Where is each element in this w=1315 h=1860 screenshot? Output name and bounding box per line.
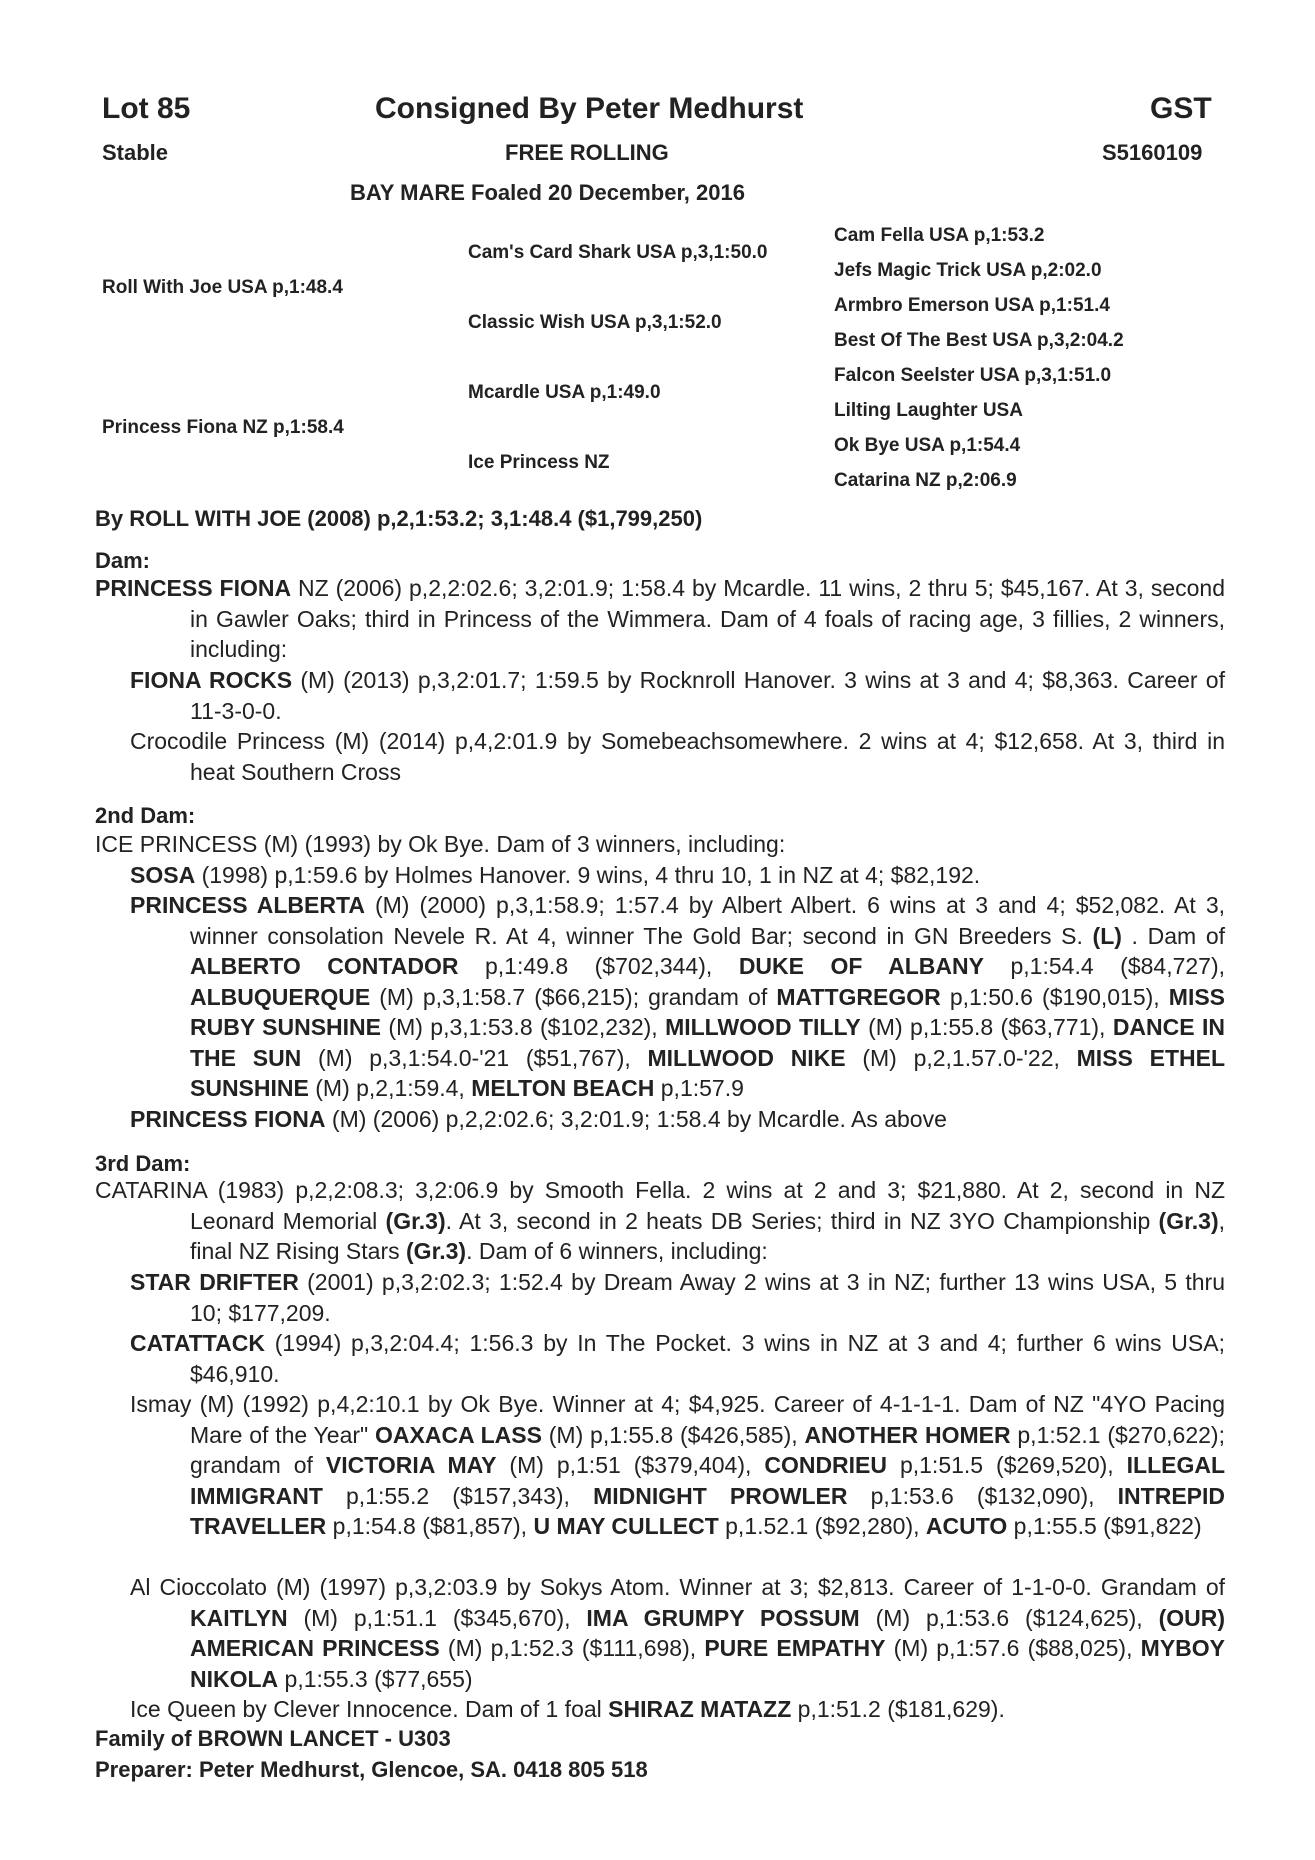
offspring-name: U MAY CULLECT bbox=[533, 1513, 719, 1539]
pedigree-g4: Best Of The Best USA p,3,2:04.2 bbox=[834, 330, 1124, 351]
offspring-text: p,1:55.3 ($77,655) bbox=[278, 1665, 473, 1692]
offspring-name: CONDRIEU bbox=[764, 1452, 887, 1478]
progeny-name: CATATTACK bbox=[130, 1330, 265, 1356]
offspring-text: (M) p,1:51 ($379,404), bbox=[496, 1452, 765, 1478]
progeny-text: (M) (2000) p,3,1:58.9; 1:57.4 by Albert Albert. 6 wins at 3 and 4; $52,082. At 3, winner consolation Nevele R. At 4, winner The Gold Bar; second in GN Breeders S. bbox=[190, 892, 1225, 949]
dam2-progeny-alberta bbox=[130, 890, 1225, 1104]
consigned-by: Consigned By Peter Medhurst bbox=[375, 92, 804, 125]
offspring-text: (M) p,2,1:59.4, bbox=[308, 1075, 472, 1101]
progeny-text: (1998) p,1:59.6 by Holmes Hanover. 9 wins, 4 thru 10, 1 in NZ at 4; $82,192. bbox=[195, 862, 981, 888]
offspring-text: p,1:51.2 ($181,629). bbox=[791, 1696, 1005, 1722]
progeny-name: PRINCESS ALBERTA bbox=[130, 892, 365, 918]
pedigree-g8: Catarina NZ p,2:06.9 bbox=[834, 470, 1017, 491]
dam3-progeny-catattack bbox=[130, 1328, 1225, 1389]
dam-text: NZ (2006) p,2,2:02.6; 3,2:01.9; 1:58.4 by Mcardle. 11 wins, 2 thru 5; $45,167. At 3, second in Gawler Oaks; third in Princess of the Wimmera. Dam of 4 foals of racing age, 3 fillies, 2 winners, including: bbox=[190, 575, 1225, 662]
gst-tag: GST bbox=[1150, 92, 1212, 125]
dam-progeny-2 bbox=[130, 726, 1225, 787]
offspring-name: PURE EMPATHY bbox=[704, 1635, 886, 1661]
dam2-text: ICE PRINCESS (M) (1993) by Ok Bye. Dam of 3 winners, including: bbox=[95, 831, 786, 857]
offspring-text: (M) p,3,1:53.8 ($102,232), bbox=[381, 1014, 666, 1040]
offspring-text: (M) p,1:55.8 ($426,585), bbox=[541, 1421, 805, 1448]
offspring-text: p,1:51.5 ($269,520), bbox=[887, 1452, 1127, 1478]
progeny-text: (M) (2006) p,2,2:02.6; 3,2:01.9; 1:58.4 by Mcardle. As above bbox=[325, 1106, 947, 1132]
pedigree-g2: Jefs Magic Trick USA p,2:02.0 bbox=[834, 260, 1102, 281]
pedigree-g6: Lilting Laughter USA bbox=[834, 400, 1023, 421]
offspring-name: ALBUQUERQUE bbox=[190, 983, 371, 1010]
dam2-main-entry bbox=[95, 829, 1225, 860]
progeny-text: (M) (2013) p,3,2:01.7; 1:59.5 by Rocknroll Hanover. 3 wins at 3 and 4; $8,363. Career of 11-3-0-0. bbox=[190, 667, 1225, 724]
pedigree-dam: Princess Fiona NZ p,1:58.4 bbox=[102, 417, 344, 438]
stable-label: Stable bbox=[102, 140, 169, 165]
pedigree-sire-sire: Cam's Card Shark USA p,3,1:50.0 bbox=[468, 242, 768, 263]
offspring-name: MATTGREGOR bbox=[776, 983, 941, 1010]
offspring-name: OAXACA LASS bbox=[375, 1421, 542, 1448]
offspring-text: (M) p,1:51.1 ($345,670), bbox=[287, 1604, 587, 1631]
dam3-main-entry bbox=[95, 1175, 1225, 1267]
dam-progeny-1 bbox=[130, 665, 1225, 726]
offspring-name: DUKE OF ALBANY bbox=[738, 953, 984, 979]
dam3-text: CATARINA (1983) p,2,2:08.3; 3,2:06.9 by Smooth Fella. 2 wins at 2 and 3; $21,880. At 2, second in NZ Leonard Memorial bbox=[95, 1177, 1225, 1234]
progeny-text: Ismay (M) (1992) p,4,2:10.1 by Ok Bye. Winner at 4; $4,925. Career of 4-1-1-1. Dam of NZ "4YO Pacing Mare of the Year" bbox=[130, 1391, 1225, 1448]
offspring-name: MISS RUBY SUNSHINE bbox=[190, 983, 1226, 1040]
offspring-name: MILLWOOD NIKE bbox=[647, 1044, 846, 1071]
offspring-name: IMA GRUMPY POSSUM bbox=[586, 1604, 860, 1631]
offspring-text: p,1:54.4 ($84,727), bbox=[983, 953, 1226, 979]
offspring-name: MIDNIGHT PROWLER bbox=[593, 1482, 848, 1509]
dam3-text: . Dam of 6 winners, including: bbox=[466, 1238, 768, 1264]
offspring-text: p,1:54.8 ($81,857), bbox=[326, 1513, 534, 1539]
offspring-name: MISS ETHEL SUNSHINE bbox=[190, 1044, 1225, 1101]
progeny-name: FIONA ROCKS bbox=[130, 667, 293, 693]
offspring-text: p,1:55.5 ($91,822) bbox=[1007, 1513, 1202, 1539]
progeny-text: Crocodile Princess (M) (2014) p,4,2:01.9 by Somebeachsomewhere. 2 wins at 4; $12,658. At 3, third in heat Southern Cross bbox=[130, 728, 1225, 785]
family-line: Family of BROWN LANCET - U303 bbox=[95, 1726, 451, 1751]
dam3-text: , final NZ Rising Stars bbox=[190, 1207, 1226, 1264]
offspring-name: ILLEGAL IMMIGRANT bbox=[190, 1452, 1226, 1509]
offspring-text: (M) p,2,1.57.0-'22, bbox=[845, 1044, 1077, 1071]
progeny-text: Ice Queen by Clever Innocence. Dam of 1 foal bbox=[130, 1696, 609, 1722]
offspring-name: MYBOY NIKOLA bbox=[190, 1635, 1226, 1692]
dam-main-entry bbox=[95, 573, 1225, 665]
progeny-text: (1994) p,3,2:04.4; 1:56.3 by In The Pocket. 3 wins in NZ at 3 and 4; further 6 wins USA; $46,910. bbox=[190, 1330, 1225, 1387]
dam2-progeny-fiona bbox=[130, 1104, 1225, 1135]
dam2-heading: 2nd Dam: bbox=[95, 803, 196, 828]
pedigree-g7: Ok Bye USA p,1:54.4 bbox=[834, 435, 1021, 456]
offspring-text: p,1:57.9 bbox=[654, 1075, 744, 1101]
progeny-name: STAR DRIFTER bbox=[130, 1269, 299, 1295]
dam2-progeny-sosa bbox=[130, 860, 1225, 891]
pedigree-g5: Falcon Seelster USA p,3,1:51.0 bbox=[834, 365, 1112, 386]
pedigree-dam-dam: Ice Princess NZ bbox=[468, 452, 610, 473]
offspring-text: (M) p,1:52.3 ($111,698), bbox=[439, 1635, 705, 1661]
dam-heading: Dam: bbox=[95, 548, 151, 573]
offspring-name: MILLWOOD TILLY bbox=[665, 1014, 861, 1040]
pedigree-g1: Cam Fella USA p,1:53.2 bbox=[834, 225, 1045, 246]
offspring-name: MELTON BEACH bbox=[471, 1075, 655, 1101]
progeny-name: PRINCESS FIONA bbox=[130, 1106, 326, 1132]
lot-number: Lot 85 bbox=[102, 92, 191, 125]
dam3-heading: 3rd Dam: bbox=[95, 1151, 191, 1176]
preparer-line: Preparer: Peter Medhurst, Glencoe, SA. 0418 805 518 bbox=[95, 1757, 648, 1782]
group-race-tag: (Gr.3) bbox=[406, 1238, 467, 1264]
progeny-text: Al Cioccolato (M) (1997) p,3,2:03.9 by Sokys Atom. Winner at 3; $2,813. Career of 1-1-0-0. Grandam of bbox=[130, 1574, 1225, 1600]
offspring-text: (M) p,1:55.8 ($63,771), bbox=[860, 1014, 1113, 1040]
offspring-text: p,1.52.1 ($92,280), bbox=[718, 1513, 926, 1539]
dam3-progeny-star bbox=[130, 1267, 1225, 1328]
group-race-tag: (Gr.3) bbox=[1158, 1207, 1219, 1234]
offspring-name: INTREPID TRAVELLER bbox=[190, 1482, 1225, 1539]
offspring-text: (M) p,3,1:54.0-'21 ($51,767), bbox=[301, 1044, 648, 1071]
progeny-name: SOSA bbox=[130, 862, 196, 888]
offspring-text: p,1:49.8 ($702,344), bbox=[458, 953, 739, 979]
offspring-name: KAITLYN bbox=[190, 1604, 288, 1631]
horse-description: BAY MARE Foaled 20 December, 2016 bbox=[350, 180, 745, 205]
offspring-text: p,1:53.6 ($132,090), bbox=[847, 1482, 1118, 1509]
pedigree-g3: Armbro Emerson USA p,1:51.4 bbox=[834, 295, 1110, 316]
dam3-progeny-alcioccolato bbox=[130, 1572, 1225, 1694]
offspring-name: ACUTO bbox=[925, 1513, 1008, 1539]
dam3-progeny-icequeen bbox=[130, 1694, 1225, 1725]
lot-code: S5160109 bbox=[1102, 140, 1203, 165]
offspring-name: VICTORIA MAY bbox=[325, 1452, 497, 1478]
offspring-text: p,1:52.1 ($270,622); grandam of bbox=[190, 1421, 1225, 1478]
offspring-text: (M) p,1:57.6 ($88,025), bbox=[885, 1635, 1141, 1661]
offspring-name: DANCE IN THE SUN bbox=[190, 1014, 1225, 1071]
dam-name: PRINCESS FIONA bbox=[95, 575, 292, 601]
progeny-text: (2001) p,3,2:02.3; 1:52.4 by Dream Away 2 wins at 3 in NZ; further 13 wins USA, 5 thru 10; $177,209. bbox=[190, 1269, 1225, 1326]
pedigree-dam-sire: Mcardle USA p,1:49.0 bbox=[468, 382, 661, 403]
offspring-text: (M) p,3,1:58.7 ($66,215); grandam of bbox=[370, 983, 777, 1010]
pedigree-sire: Roll With Joe USA p,1:48.4 bbox=[102, 277, 343, 298]
offspring-name: SHIRAZ MATAZZ bbox=[608, 1696, 792, 1722]
offspring-text: p,1:50.6 ($190,015), bbox=[940, 983, 1169, 1010]
offspring-text: (M) p,1:53.6 ($124,625), bbox=[859, 1604, 1159, 1631]
horse-name: FREE ROLLING bbox=[505, 140, 669, 165]
offspring-name: ANOTHER HOMER bbox=[804, 1421, 1011, 1448]
offspring-text: p,1:55.2 ($157,343), bbox=[322, 1482, 594, 1509]
dam3-text: . At 3, second in 2 heats DB Series; third in NZ 3YO Championship bbox=[445, 1207, 1159, 1234]
offspring-name: (OUR) AMERICAN PRINCESS bbox=[190, 1604, 1226, 1661]
pedigree-sire-dam: Classic Wish USA p,3,1:52.0 bbox=[468, 312, 722, 333]
listed-race-tag: (L) bbox=[1092, 922, 1122, 949]
progeny-text: . Dam of bbox=[1121, 922, 1226, 949]
group-race-tag: (Gr.3) bbox=[385, 1207, 446, 1234]
by-line: By ROLL WITH JOE (2008) p,2,1:53.2; 3,1:48.4 ($1,799,250) bbox=[95, 506, 703, 531]
offspring-name: ALBERTO CONTADOR bbox=[190, 953, 459, 979]
dam3-progeny-ismay bbox=[130, 1389, 1225, 1542]
